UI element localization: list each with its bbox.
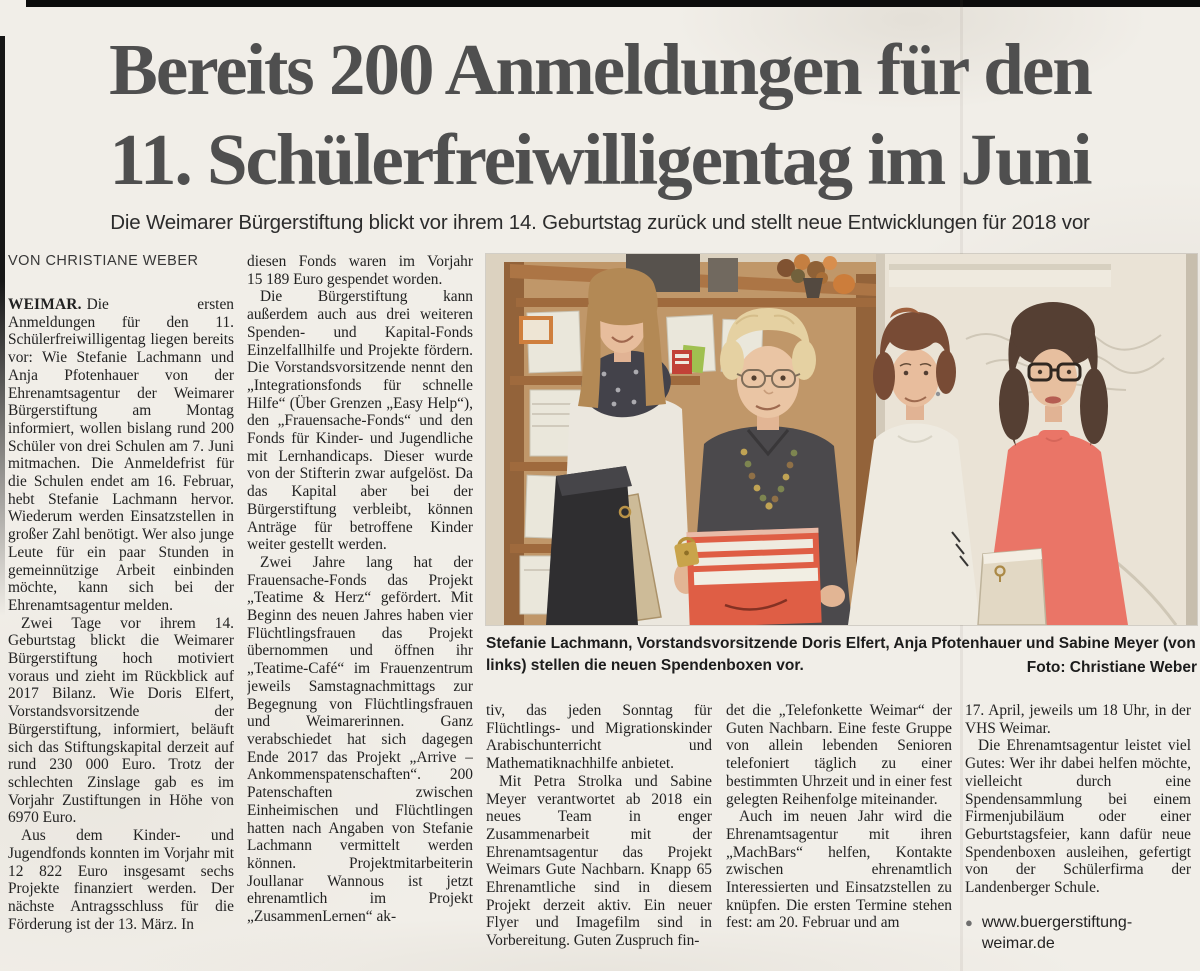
paragraph: Aus dem Kinder- und Jugendfonds konnten im Vorjahr mit 12 822 Euro insgesamt sechs Projekte finanziert werden. Der nächste Antragsschluss für die Förderung ist der 13. März. In (8, 827, 234, 933)
photo-credit: Foto: Christiane Weber (1026, 658, 1197, 676)
paragraph: Die Bürgerstiftung kann außerdem auch aus drei weiteren Spenden- und Kapital-Fonds Einzelfallhilfe und Projekte fördern. Die Vorstandsvorsitzende nennt den „Integrationsfonds für schnelle Hilfe“ (Über Grenzen „Easy Help“), den „Frauensache-Fonds“ und den Fonds für Kinder- und Jugendliche mit Lernhandicaps. Dieser wurde von der Stifterin zwar aufgelöst. Da das Kapital aber bei der Bürgerstiftung verbleibt, können Anträge für betroffene Kinder weiter gestellt werden. (247, 288, 473, 554)
text-column-1 (8, 296, 234, 954)
paragraph-continuation: tiv, das jeden Sonntag für Flüchtlings- und Migrationskinder Arabischunterricht und Mathematiknachhilfe anbietet. (486, 702, 712, 773)
paragraph: Zwei Tage vor ihrem 14. Geburtstag blickt die Weimarer Bürgerstiftung hoch motiviert voraus und zieht im Rückblick auf 2017 Bilanz. Wie Doris Elfert, Vorstandsvorsitzende der Bürgerstiftung, informiert, beläuft sich das Stiftungskapital derzeit auf rund 230 000 Euro. Trotz der schlechten Zinslage gab es im Vorjahr Zustiftungen in Höhe von 6970 Euro. (8, 614, 234, 827)
paragraph: Die Ehrenamtsagentur leistet viel Gutes: Wer ihr dabei helfen möchte, vielleicht durch eine Spendensammlung bei einem Firmenjubiläum oder einer Geburtstagsfeier, kann dafür neue Spendenboxen ausleihen, gefertigt von der Schülerfirma der Landenberger Schule. (965, 737, 1191, 897)
paragraph-continuation: 17. April, jeweils um 18 Uhr, in der VHS Weimar. (965, 702, 1191, 737)
article-photo (486, 254, 1197, 625)
website-url: www.buergerstiftung-weimar.de (981, 913, 1133, 952)
lead-paragraph (8, 296, 234, 615)
headline-line-2: 11. Schülerfreiwilligentag im Juni (109, 119, 1091, 200)
paragraph: Mit Petra Strolka und Sabine Meyer verantwortet ab 2018 ein neues Team in enger Zusammenarbeit mit der Ehrenamtsagentur das Projekt Weimars Gute Nachbarn. Knapp 65 Ehrenamtliche sind in diesem Projekt derzeit aktiv. Ein neuer Flyer und Imagefilm sind in Vorbereitung. Guten Zuspruch fin- (486, 772, 712, 950)
website-link (965, 912, 1191, 954)
text-column-2 (247, 253, 473, 954)
text-column-3 (486, 702, 712, 971)
photo-caption (486, 633, 1197, 678)
text-column-5 (965, 702, 1191, 971)
paragraph-continuation: diesen Fonds waren im Vorjahr 15 189 Euro gespendet worden. (247, 253, 473, 288)
dateline: WEIMAR. (8, 296, 82, 313)
paragraph-text: Die ersten Anmeldungen für den 11. Schülerfreiwilligentag liegen bereits vor: Wie Stefanie Lachmann und Anja Pfotenhauer von der Ehrenamtsagentur der Weimarer Bürgerstiftung am Montag informiert, wollen bislang rund 200 Schüler von drei Schulen am 7. Juni mitmachen. Die Anmeldefrist für die Schulen endet am 16. Februar, hebt Stefanie Lachmann hervor. Wiederum werden Einsatzstellen in großer Zahl benötigt. Wer also junge Leute für ein paar Stunden in gemeinnützige Arbeit einbinden möchte, kann sich bei der Ehrenamtsagentur melden. (8, 296, 234, 614)
byline: VON CHRISTIANE WEBER (8, 253, 199, 269)
subheadline: Die Weimarer Bürgerstiftung blickt vor ihrem 14. Geburtstag zurück und stellt neue Entwicklungen für 2018 vor (110, 211, 1090, 234)
bullet-icon: ● (965, 914, 973, 930)
photo-caption-text: Stefanie Lachmann, Vorstandsvorsitzende Doris Elfert, Anja Pfotenhauer und Sabine Meyer (von links) stellen die neuen Spendenboxen vor. (486, 635, 1196, 674)
paragraph: Zwei Jahre lang hat der Frauensache-Fonds das Projekt „Teatime & Herz“ gefördert. Mit Beginn des neuen Jahres haben vier Flüchtlingsfrauen das Projekt übernommen und öffnen ihr „Teatime-Café“ im Frauenzentrum jeweils Samstagnachmittags zur Begegnung von Flüchtlingsfrauen und Weimarerinnen. Ganz verabschiedet hat sich dagegen Ende 2017 das Projekt „Arrive – Ankommenspatenschaften“. 200 Patenschaften zwischen Einheimischen und Flüchtlingen hatten nach Angaben von Stefanie Lachmann vermittelt werden können. Projektmitarbeiterin Joullanar Wannous ist jetzt ehrenamtlich im Projekt „ZusammenLernen“ ak- (247, 553, 473, 926)
paragraph: Auch im neuen Jahr wird die Ehrenamtsagentur mit ihren „MachBars“ helfen, Kontakte zwischen ehrenamtlich Interessierten und Einsatzstellen zu knüpfen. Die ersten Termine stehen fest: am 20. Februar und am (726, 808, 952, 932)
paragraph-continuation: det die „Telefonkette Weimar“ der Guten Nachbarn. Eine feste Gruppe von allein lebenden Senioren telefoniert täglich zu einer bestimmten Uhrzeit und in einer fest gelegten Reihenfolge miteinander. (726, 702, 952, 808)
headline-line-1: Bereits 200 Anmeldungen für den (109, 29, 1091, 110)
scan-artifact-top-bar (26, 0, 1200, 7)
text-column-4 (726, 702, 952, 971)
